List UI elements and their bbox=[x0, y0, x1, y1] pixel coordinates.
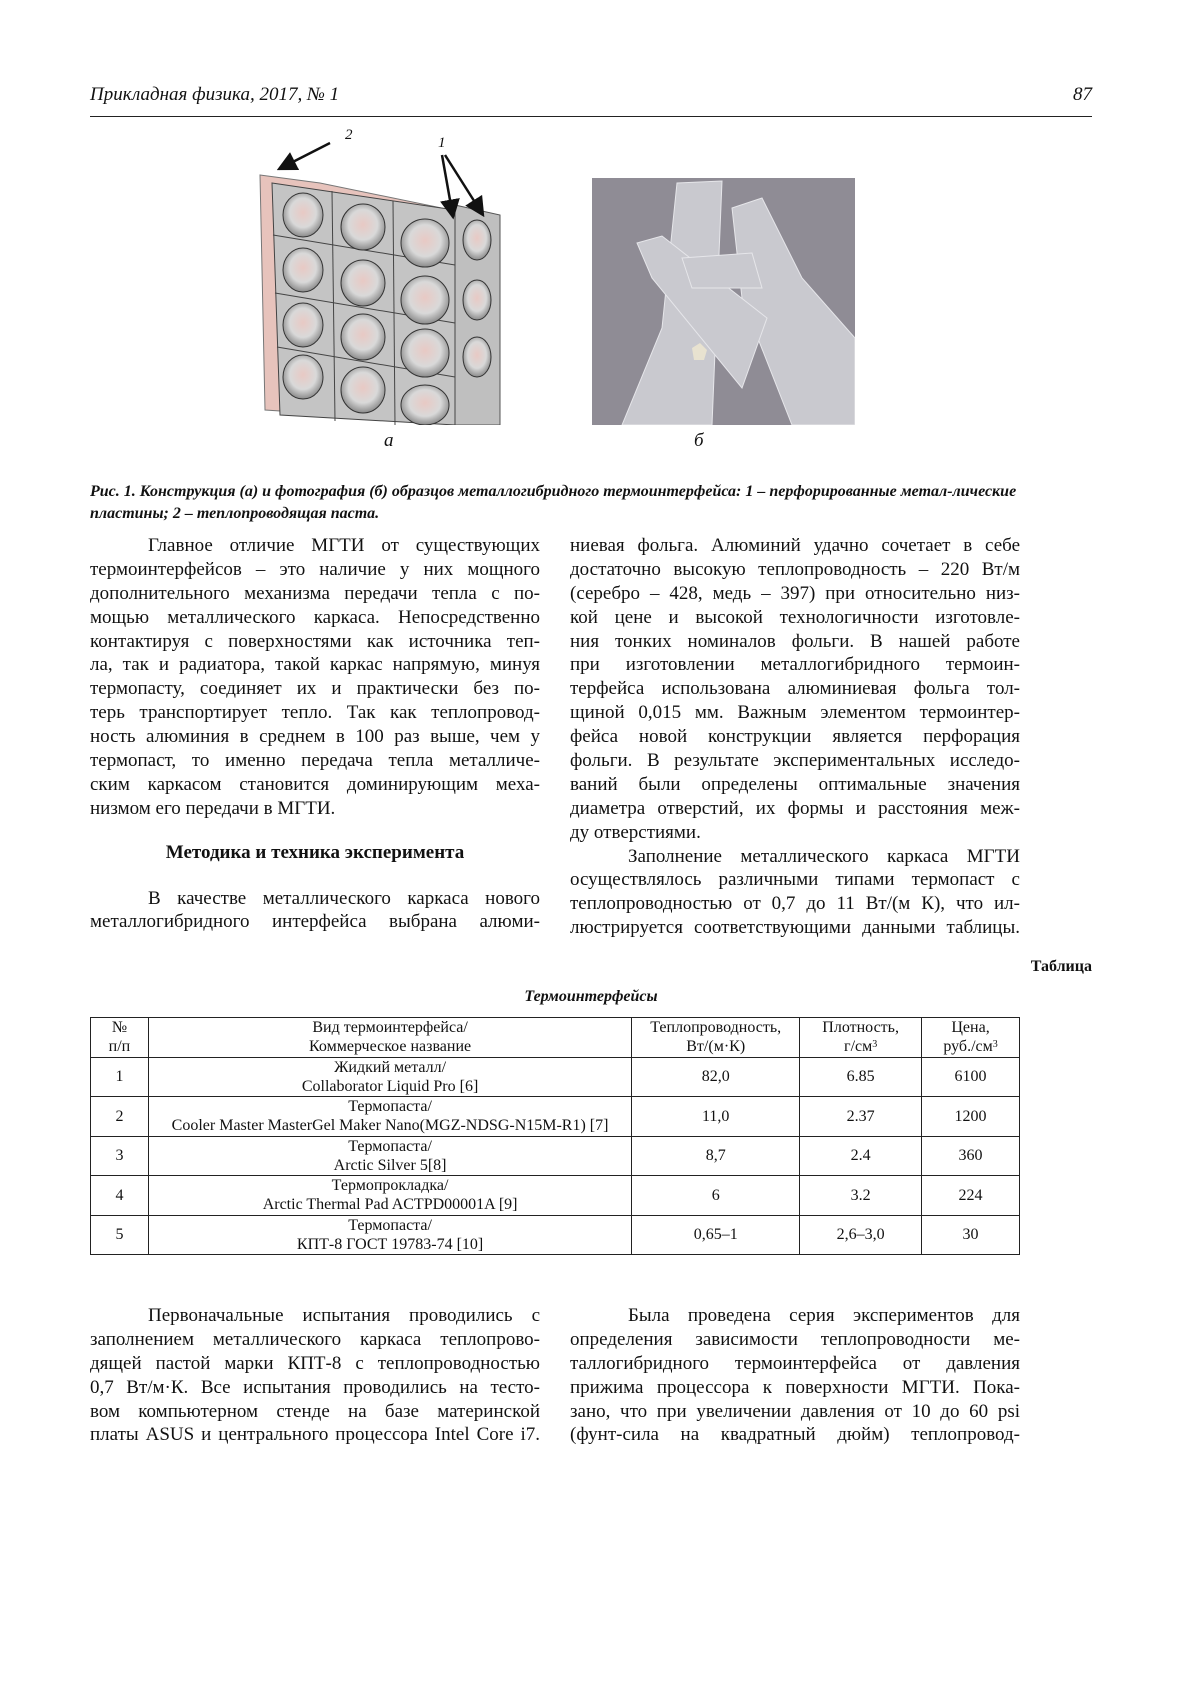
interface-name bbox=[148, 1176, 631, 1216]
subfigure-label-b: б bbox=[694, 430, 704, 452]
text-line: диаметра отверстий, их формы и расстояния меж- bbox=[570, 797, 1020, 821]
table-row bbox=[91, 1057, 1020, 1097]
text-line: терфейса использована алюминиевая фольга тол- bbox=[570, 677, 1020, 701]
text-line: дящей пастой марки КПТ-8 с теплопроводностью bbox=[90, 1352, 540, 1376]
header-line-2: Вт/(м·К) bbox=[686, 1038, 745, 1055]
text-line: (серебро – 428, медь – 397) при относительно низ- bbox=[570, 582, 1020, 606]
superscript: 3 bbox=[872, 1039, 877, 1050]
text-line: осуществлялось различными типами термопаст с bbox=[570, 868, 1020, 892]
bottom-right-column bbox=[570, 1304, 1020, 1447]
thermal-conductivity: 0,65–1 bbox=[632, 1215, 800, 1255]
text-line: вом компьютерном стенде на базе материнской bbox=[90, 1400, 540, 1424]
text-line: щиной 0,015 мм. Важным элементом термоинтер- bbox=[570, 701, 1020, 725]
subfigure-label-a: а bbox=[384, 430, 394, 452]
text-line: ла, так и радиатора, такой каркас напрямую, минуя bbox=[90, 653, 540, 677]
section-heading: Методика и техника эксперимента bbox=[90, 841, 540, 865]
interface-type: Термопрокладка/ bbox=[332, 1177, 449, 1194]
header-line-2: г/см bbox=[844, 1038, 872, 1055]
density: 6.85 bbox=[800, 1057, 922, 1097]
density: 3.2 bbox=[800, 1176, 922, 1216]
table-header-row bbox=[91, 1018, 1020, 1058]
table-row bbox=[91, 1097, 1020, 1137]
text-line: достаточно высокую теплопроводность – 220 Вт/м bbox=[570, 558, 1020, 582]
text-line: Была проведена серия экспериментов для bbox=[570, 1304, 1020, 1328]
thermal-conductivity: 11,0 bbox=[632, 1097, 800, 1137]
header-line-1: Плотность, bbox=[822, 1019, 899, 1036]
journal-header: Прикладная физика, 2017, № 1 bbox=[90, 84, 339, 106]
text-line: терь транспортирует тепло. Так как теплопровод- bbox=[90, 701, 540, 725]
spacer bbox=[90, 865, 540, 887]
callout-2: 2 bbox=[345, 127, 353, 144]
text-line: теплопроводностью от 0,7 до 11 Вт/(м К), что ил- bbox=[570, 892, 1020, 916]
column-header bbox=[632, 1018, 800, 1058]
header-rule bbox=[90, 116, 1092, 117]
text-line: В качестве металлического каркаса нового bbox=[90, 887, 540, 911]
text-line: кой цене и высокой технологичности изготовле- bbox=[570, 606, 1020, 630]
text-line: заполнением металлического каркаса теплопрово- bbox=[90, 1328, 540, 1352]
interface-type: Термопаста/ bbox=[348, 1217, 432, 1234]
price: 1200 bbox=[922, 1097, 1020, 1137]
interface-name bbox=[148, 1097, 631, 1137]
text-line: низмом его передачи в МГТИ. bbox=[90, 797, 540, 821]
header-line-1: Вид термоинтерфейса/ bbox=[312, 1019, 467, 1036]
text-line: Заполнение металлического каркаса МГТИ bbox=[570, 845, 1020, 869]
text-line: платы ASUS и центрального процессора Intel Core i7. bbox=[90, 1423, 540, 1447]
text-line: прижима процессора к поверхности МГТИ. Пока- bbox=[570, 1376, 1020, 1400]
density: 2.4 bbox=[800, 1136, 922, 1176]
row-number: 5 bbox=[91, 1215, 149, 1255]
figure-b-photo bbox=[592, 178, 855, 425]
text-line: фейса новой конструкции является перфорация bbox=[570, 725, 1020, 749]
column-header bbox=[800, 1018, 922, 1058]
callout-1: 1 bbox=[438, 135, 446, 152]
table-label: Таблица bbox=[1031, 958, 1092, 976]
header-line-2: Коммерческое название bbox=[309, 1038, 471, 1055]
text-line: дополнительного механизма передачи тепла с по- bbox=[90, 582, 540, 606]
commercial-name: Arctic Thermal Pad ACTPD00001A [9] bbox=[263, 1196, 518, 1213]
table-row bbox=[91, 1176, 1020, 1216]
page-number: 87 bbox=[1073, 84, 1092, 106]
text-line: фольги. В результате экспериментальных исследо- bbox=[570, 749, 1020, 773]
text-line: ду отверстиями. bbox=[570, 821, 1020, 845]
text-line: металлогибридного интерфейса выбрана алюми- bbox=[90, 910, 540, 934]
table-title: Термоинтерфейсы bbox=[90, 988, 1092, 1006]
text-line: зано, что при увеличении давления от 10 до 60 psi bbox=[570, 1400, 1020, 1424]
text-line: таллогибридного термоинтерфейса от давления bbox=[570, 1352, 1020, 1376]
text-line: люстрируется соответствующими данными таблицы. bbox=[570, 916, 1020, 940]
text-line: термоинтерфейсов – это наличие у них мощного bbox=[90, 558, 540, 582]
commercial-name: Arctic Silver 5[8] bbox=[334, 1157, 447, 1174]
superscript: 3 bbox=[993, 1039, 998, 1050]
text-line: термопасту, соединяет их и практически без по- bbox=[90, 677, 540, 701]
text-line: ваний были определены оптимальные значения bbox=[570, 773, 1020, 797]
table-row bbox=[91, 1136, 1020, 1176]
interface-name bbox=[148, 1136, 631, 1176]
text-line: ниевая фольга. Алюминий удачно сочетает в себе bbox=[570, 534, 1020, 558]
text-line: Главное отличие МГТИ от существующих bbox=[90, 534, 540, 558]
row-number: 1 bbox=[91, 1057, 149, 1097]
density: 2,6–3,0 bbox=[800, 1215, 922, 1255]
text-line: Первоначальные испытания проводились с bbox=[90, 1304, 540, 1328]
price: 360 bbox=[922, 1136, 1020, 1176]
header-line-1: № bbox=[112, 1019, 127, 1036]
commercial-name: Cooler Master MasterGel Maker Nano(MGZ-NDSG-N15M-R1) [7] bbox=[172, 1117, 609, 1134]
header-line-1: Цена, bbox=[951, 1019, 989, 1036]
commercial-name: КПТ-8 ГОСТ 19783-74 [10] bbox=[297, 1236, 483, 1253]
price: 30 bbox=[922, 1215, 1020, 1255]
text-line: мощью металлического каркаса. Непосредственно bbox=[90, 606, 540, 630]
row-number: 3 bbox=[91, 1136, 149, 1176]
thermal-conductivity: 6 bbox=[632, 1176, 800, 1216]
header-line-2: п/п bbox=[109, 1038, 131, 1055]
left-column bbox=[90, 534, 540, 934]
text-line: контактируя с поверхностями как источника теп- bbox=[90, 630, 540, 654]
right-column bbox=[570, 534, 1020, 940]
price: 6100 bbox=[922, 1057, 1020, 1097]
interface-type: Термопаста/ bbox=[348, 1138, 432, 1155]
text-line: определения зависимости теплопроводности ме- bbox=[570, 1328, 1020, 1352]
spacer bbox=[90, 821, 540, 841]
table-row bbox=[91, 1215, 1020, 1255]
row-number: 4 bbox=[91, 1176, 149, 1216]
text-line: при изготовлении металлогибридного термоин- bbox=[570, 653, 1020, 677]
text-line: 0,7 Вт/м·К. Все испытания проводились на тесто- bbox=[90, 1376, 540, 1400]
interface-name bbox=[148, 1057, 631, 1097]
row-number: 2 bbox=[91, 1097, 149, 1137]
commercial-name: Collaborator Liquid Pro [6] bbox=[302, 1078, 478, 1095]
text-line: ния тонких номиналов фольги. В нашей работе bbox=[570, 630, 1020, 654]
interface-type: Термопаста/ bbox=[348, 1098, 432, 1115]
interface-name bbox=[148, 1215, 631, 1255]
price: 224 bbox=[922, 1176, 1020, 1216]
column-header bbox=[148, 1018, 631, 1058]
column-header bbox=[922, 1018, 1020, 1058]
header-line-1: Теплопроводность, bbox=[650, 1019, 781, 1036]
text-line: (фунт-сила на квадратный дюйм) теплопровод- bbox=[570, 1423, 1020, 1447]
thermointerfaces-table bbox=[90, 1017, 1020, 1255]
figure-caption: Рис. 1. Конструкция (а) и фотография (б) образцов металлогибридного термоинтерфейса: 1 – перфорированные метал-лические пластины; 2 – теплопроводящая паста. bbox=[90, 481, 1092, 525]
header-line-2: руб./см bbox=[943, 1038, 992, 1055]
text-line: термопаст, то именно передача тепла металличе- bbox=[90, 749, 540, 773]
interface-type: Жидкий металл/ bbox=[334, 1059, 446, 1076]
thermal-conductivity: 8,7 bbox=[632, 1136, 800, 1176]
figure-a-drawing bbox=[255, 125, 535, 425]
thermal-conductivity: 82,0 bbox=[632, 1057, 800, 1097]
density: 2.37 bbox=[800, 1097, 922, 1137]
text-line: ность алюминия в среднем в 100 раз выше, чем у bbox=[90, 725, 540, 749]
bottom-left-column bbox=[90, 1304, 540, 1447]
column-header bbox=[91, 1018, 149, 1058]
text-line: ским каркасом становится доминирующим меха- bbox=[90, 773, 540, 797]
